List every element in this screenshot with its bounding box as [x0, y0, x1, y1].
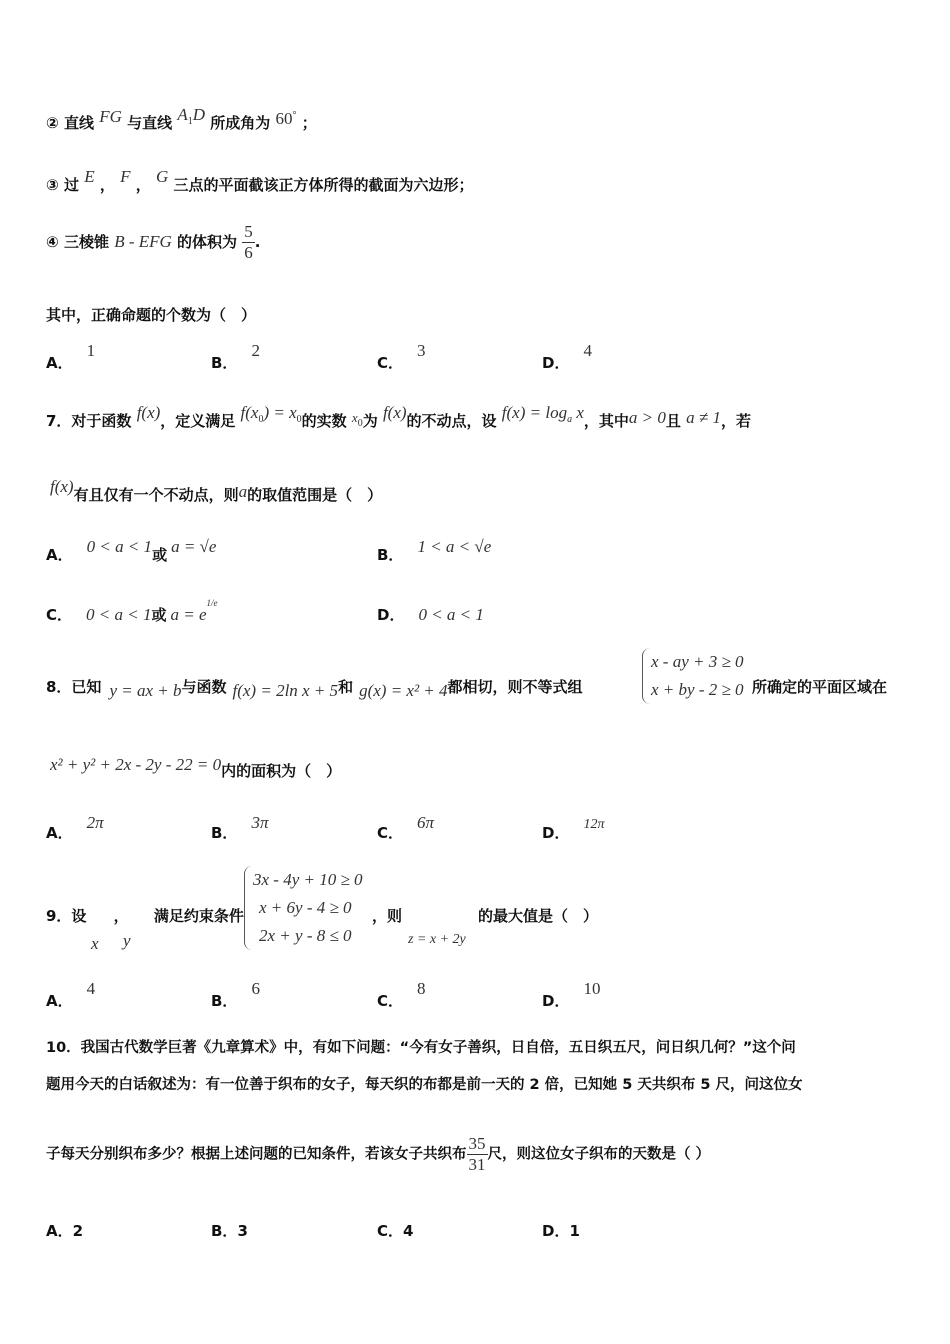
text: 且 [665, 412, 681, 430]
frac-num: 5 [244, 222, 253, 241]
text: ，若 [720, 412, 751, 430]
q8-option-b[interactable] [211, 813, 269, 843]
text: 的实数 [301, 412, 347, 430]
q6-stem: 其中，正确命题的个数为（ ） [46, 306, 257, 324]
option-value: 6 [251, 979, 260, 998]
q6-item2 [46, 105, 317, 135]
frac-den: 31 [468, 1155, 486, 1174]
q9-option-d[interactable] [542, 979, 601, 1011]
option-value: 2 [251, 341, 260, 360]
frac-num: 35 [468, 1134, 486, 1153]
option-value: 1 [569, 1222, 580, 1240]
math-x: x [91, 934, 99, 953]
text: 和 [338, 678, 354, 696]
text: 为 [362, 412, 378, 430]
q10-line1: 10．我国古代数学巨著《九章算术》中，有如下问题：“今有女子善织，日自倍，五日织五尺，问日织几何？”这个问 [46, 1040, 796, 1056]
q6-item3 [46, 167, 474, 195]
q9-option-c[interactable] [377, 979, 426, 1011]
text: 8．已知 [46, 678, 102, 696]
q6-option-c[interactable] [377, 341, 426, 373]
math-g: G [155, 167, 169, 186]
q7-stem-line2 [46, 477, 383, 505]
q8-stem-line1 [46, 676, 583, 700]
option-label: D． [542, 1222, 570, 1240]
option-value: a = e [170, 605, 207, 624]
inequality-2: x + by - 2 ≥ 0 [651, 680, 744, 699]
q7-stem-line1 [46, 403, 751, 433]
q10-line3 [46, 1134, 710, 1175]
text: 三棱锥 [63, 233, 109, 251]
option-label: D． [542, 992, 570, 1010]
math-flog: f(x) = log [501, 403, 568, 422]
q10-line2: 题用今天的白话叙述为：有一位善于织布的女子，每天织的布都是前一天的 2 倍，已知她 5 天共织布 5 尺，问这位女 [46, 1077, 803, 1093]
text: 内的面积为（ ） [221, 762, 342, 780]
math-log-x: x [572, 403, 584, 422]
option-label: A． [46, 1222, 73, 1240]
text: ，其中 [583, 412, 629, 430]
q7-option-b[interactable] [377, 537, 492, 565]
option-label: B． [377, 546, 404, 564]
q8-option-c[interactable] [377, 813, 435, 843]
text: 的不动点，设 [406, 412, 497, 430]
text: 所成角为 [210, 114, 271, 132]
math-cond2: a ≠ 1 [686, 408, 721, 427]
text: 满足约束条件 [153, 907, 244, 925]
option-value: 0 < a < 1 [418, 605, 484, 624]
option-value: 2π [86, 813, 104, 832]
math-fx: f(x) [136, 403, 161, 422]
option-label: C． [377, 992, 404, 1010]
math-f: f(x) = 2ln x + 5 [232, 681, 339, 700]
math-cond1: a > 0 [628, 408, 666, 427]
option-value: 3 [237, 1222, 248, 1240]
inequality-1: x - ay + 3 ≥ 0 [651, 652, 744, 671]
text: 的取值范围是（ ） [247, 486, 383, 504]
q8-option-d[interactable] [542, 817, 605, 843]
q8-stem-line1-end: 所确定的平面区域在 [752, 678, 888, 696]
option-value: 8 [417, 979, 426, 998]
degree-sign: ° [292, 110, 297, 121]
math-60: 60 [275, 109, 293, 128]
exponent: 1/e [206, 598, 218, 608]
option-value: 0 < a < 1 [86, 605, 152, 624]
q10-option-c[interactable] [377, 1220, 413, 1241]
math-f: F [120, 167, 131, 186]
option-value: a = √e [171, 537, 217, 556]
q10-option-d[interactable] [542, 1220, 580, 1241]
math-eq-x0: ) = x [263, 403, 297, 422]
math-b-efg: B - EFG [114, 232, 172, 251]
text: 有且仅有一个不动点，则 [73, 486, 239, 504]
q8-option-a[interactable] [46, 813, 104, 843]
option-value: 4 [86, 979, 96, 998]
math-a: a [238, 482, 248, 501]
option-value: 1 < a < √e [417, 537, 492, 556]
math-y: y [123, 931, 131, 950]
text: 或 [151, 606, 167, 624]
option-label: D． [377, 606, 405, 624]
option-label: C． [377, 1222, 404, 1240]
q10-option-a[interactable] [46, 1220, 83, 1241]
text: 子每天分别织布多少？根据上述问题的已知条件，若该女子共织布 [46, 1146, 467, 1163]
option-value: 4 [403, 1222, 414, 1240]
q6-option-d[interactable] [542, 341, 592, 373]
q8-stem-line2 [46, 755, 342, 781]
constraint-2: x + 6y - 4 ≥ 0 [259, 898, 352, 917]
math-log-base: a [567, 414, 573, 425]
math-x0: x [351, 410, 358, 425]
circle-2: ② [46, 114, 59, 132]
fraction-5-6 [242, 222, 255, 263]
text: 的体积为 [177, 233, 238, 251]
q9-stem [46, 905, 244, 926]
text: 与直线 [127, 114, 173, 132]
text: 9．设 [46, 907, 87, 925]
q10-option-b[interactable] [211, 1220, 248, 1241]
constraint-3: 2x + y - 8 ≤ 0 [259, 926, 352, 945]
option-value: 4 [583, 341, 592, 360]
q9-constraint-system [244, 866, 363, 950]
math-g: g(x) = x² + 4 [359, 681, 448, 700]
q6-item4 [46, 222, 260, 263]
q9-stem-then: ，则 [372, 907, 403, 925]
q6-option-a[interactable] [46, 341, 96, 373]
option-label: D． [542, 354, 570, 372]
text: ， [135, 176, 151, 194]
option-label: D． [542, 824, 570, 842]
option-value: 10 [583, 979, 601, 998]
text: 都相切，则不等式组 [447, 678, 583, 696]
circle-3: ③ [46, 176, 59, 194]
math-sub-0: 0 [296, 414, 302, 425]
q6-option-b[interactable] [211, 341, 260, 373]
q7-option-c[interactable] [46, 598, 218, 625]
option-label: A． [46, 824, 73, 842]
q9-stem-end: 的最大值是（ ） [478, 907, 599, 925]
constraint-1: 3x - 4y + 10 ≥ 0 [253, 870, 363, 889]
text: 或 [152, 546, 168, 564]
text: 三点的平面截该正方体所得的截面为六边形； [173, 176, 474, 194]
math-fx: f(x) [50, 477, 74, 496]
math-sub-0: 0 [258, 414, 264, 425]
math-line: y = ax + b [109, 681, 182, 700]
option-value: 0 < a < 1 [86, 537, 153, 556]
text: ， [113, 907, 129, 925]
circle-4: ④ [46, 233, 59, 251]
math-fx0: f(x [240, 403, 259, 422]
text: ，定义满足 [160, 412, 236, 430]
option-label: A． [46, 992, 73, 1010]
text: 与函数 [181, 678, 227, 696]
option-label: B． [211, 992, 238, 1010]
text: . [254, 233, 261, 251]
text: 过 [63, 176, 79, 194]
q7-option-a[interactable] [46, 537, 217, 565]
option-label: B． [211, 354, 238, 372]
option-value: 2 [72, 1222, 84, 1240]
math-circle: x² + y² + 2x - 2y - 22 = 0 [50, 755, 222, 774]
option-label: B． [211, 824, 238, 842]
option-label: C． [377, 824, 404, 842]
option-label: A． [46, 546, 73, 564]
frac-den: 6 [244, 243, 253, 262]
option-value: 3 [417, 341, 426, 360]
text: 尺，则这位女子织布的天数是（ ） [487, 1146, 711, 1163]
math-sub-0: 0 [357, 418, 363, 429]
math-fx: f(x) [382, 403, 407, 422]
math-z: z = x + 2y [408, 932, 466, 947]
math-a: A [177, 105, 188, 124]
q8-inequality-system [642, 648, 744, 704]
q9-option-b[interactable] [211, 979, 260, 1011]
q7-option-d[interactable] [377, 604, 484, 625]
option-value: 12π [583, 817, 605, 832]
option-label: A． [46, 354, 73, 372]
q9-option-a[interactable] [46, 979, 96, 1011]
text: 7．对于函数 [46, 412, 132, 430]
fraction-35-31 [467, 1134, 488, 1175]
text: ； [301, 114, 317, 132]
option-value: 3π [251, 813, 269, 832]
option-value: 6π [417, 813, 435, 832]
option-label: C． [46, 606, 73, 624]
math-sub-1: 1 [187, 116, 193, 127]
math-e: E [84, 167, 95, 186]
math-d: D [192, 105, 206, 124]
option-label: C． [377, 354, 404, 372]
text: 直线 [63, 114, 94, 132]
text: ， [99, 176, 115, 194]
option-value: 1 [86, 341, 96, 360]
option-label: B． [211, 1222, 238, 1240]
math-fg: FG [99, 107, 122, 126]
